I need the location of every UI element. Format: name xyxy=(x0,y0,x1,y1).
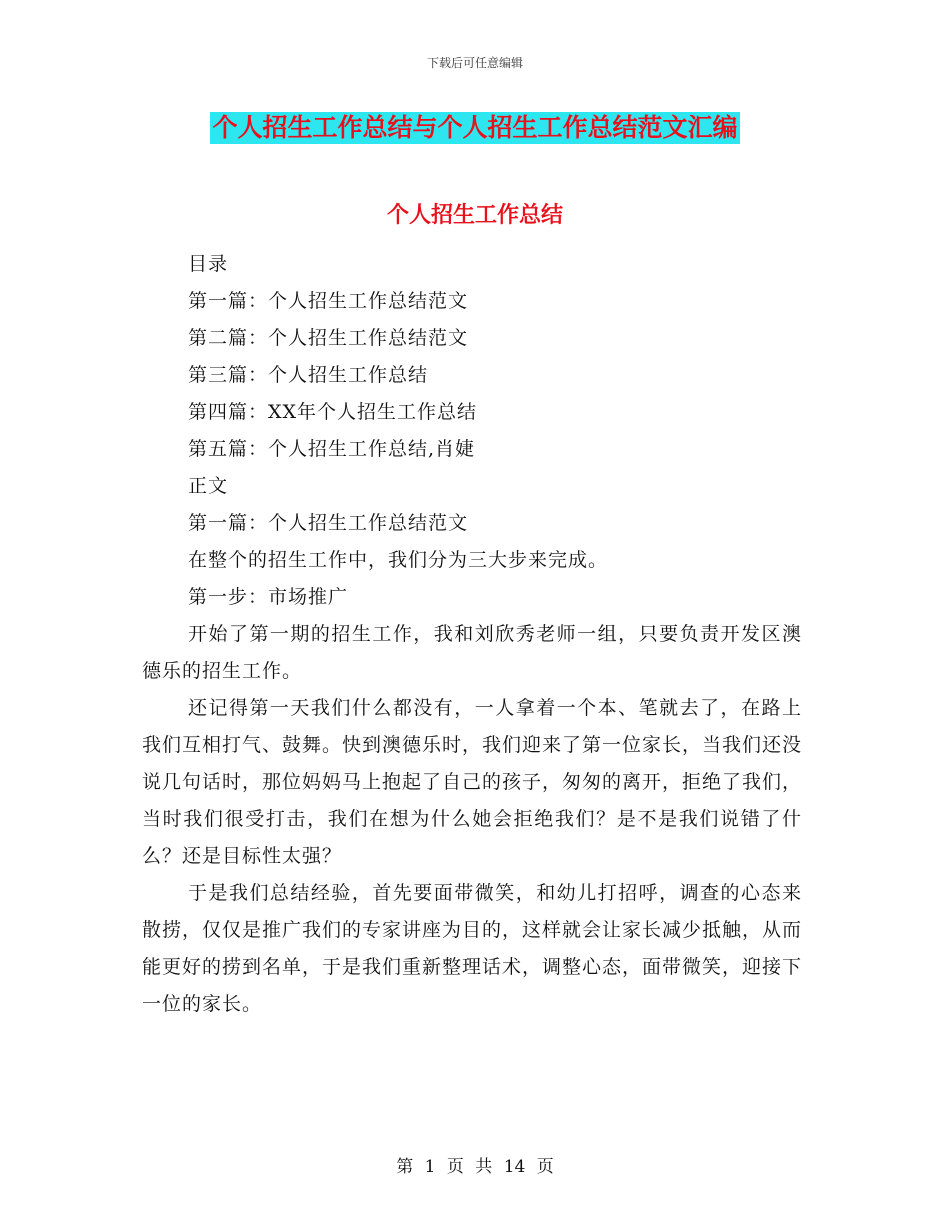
step-heading: 第一步：市场推广 xyxy=(188,586,349,608)
toc-item: 第三篇：个人招生工作总结 xyxy=(188,364,429,386)
document-title-text: 个人招生工作总结与个人招生工作总结范文汇编 xyxy=(212,113,738,142)
toc-item: 第四篇：XX年个人招生工作总结 xyxy=(188,401,478,423)
intro-line: 在整个的招生工作中，我们分为三大步来完成。 xyxy=(188,549,609,571)
page-footer: 第 1 页 共 14 页 xyxy=(396,1157,554,1177)
toc-item: 第一篇：个人招生工作总结范文 xyxy=(188,290,469,312)
document-title xyxy=(0,112,950,144)
toc-item: 第五篇：个人招生工作总结,肖婕 xyxy=(188,438,476,460)
paragraph: 于是我们总结经验，首先要面带微笑，和幼儿打招呼，调查的心态来散捞，仅仅是推广我们的专家讲座为目的，这样就会让家长减少抵触，从而能更好的捞到名单，于是我们重新整理话术，调整心态，面带微笑，迎接下一位的家长。 xyxy=(142,882,803,1015)
section-title: 个人招生工作总结 xyxy=(386,203,563,228)
body-heading: 正文 xyxy=(188,475,229,497)
header-note: 下载后可任意编辑 xyxy=(426,56,523,70)
document-body xyxy=(142,246,802,1023)
chapter-heading: 第一篇：个人招生工作总结范文 xyxy=(188,512,469,534)
paragraph: 还记得第一天我们什么都没有，一人拿着一个本、笔就去了，在路上我们互相打气、鼓舞。快到澳德乐时，我们迎来了第一位家长，当我们还没说几句话时，那位妈妈马上抱起了自己的孩子，匆匆的离开，拒绝了我们，当时我们很受打击，我们在想为什么她会拒绝我们？是不是我们说错了什么？还是目标性太强？ xyxy=(142,697,803,867)
toc-heading: 目录 xyxy=(188,253,229,275)
toc-item: 第二篇：个人招生工作总结范文 xyxy=(188,327,469,349)
paragraph: 开始了第一期的招生工作，我和刘欣秀老师一组，只要负责开发区澳德乐的招生工作。 xyxy=(142,623,802,682)
